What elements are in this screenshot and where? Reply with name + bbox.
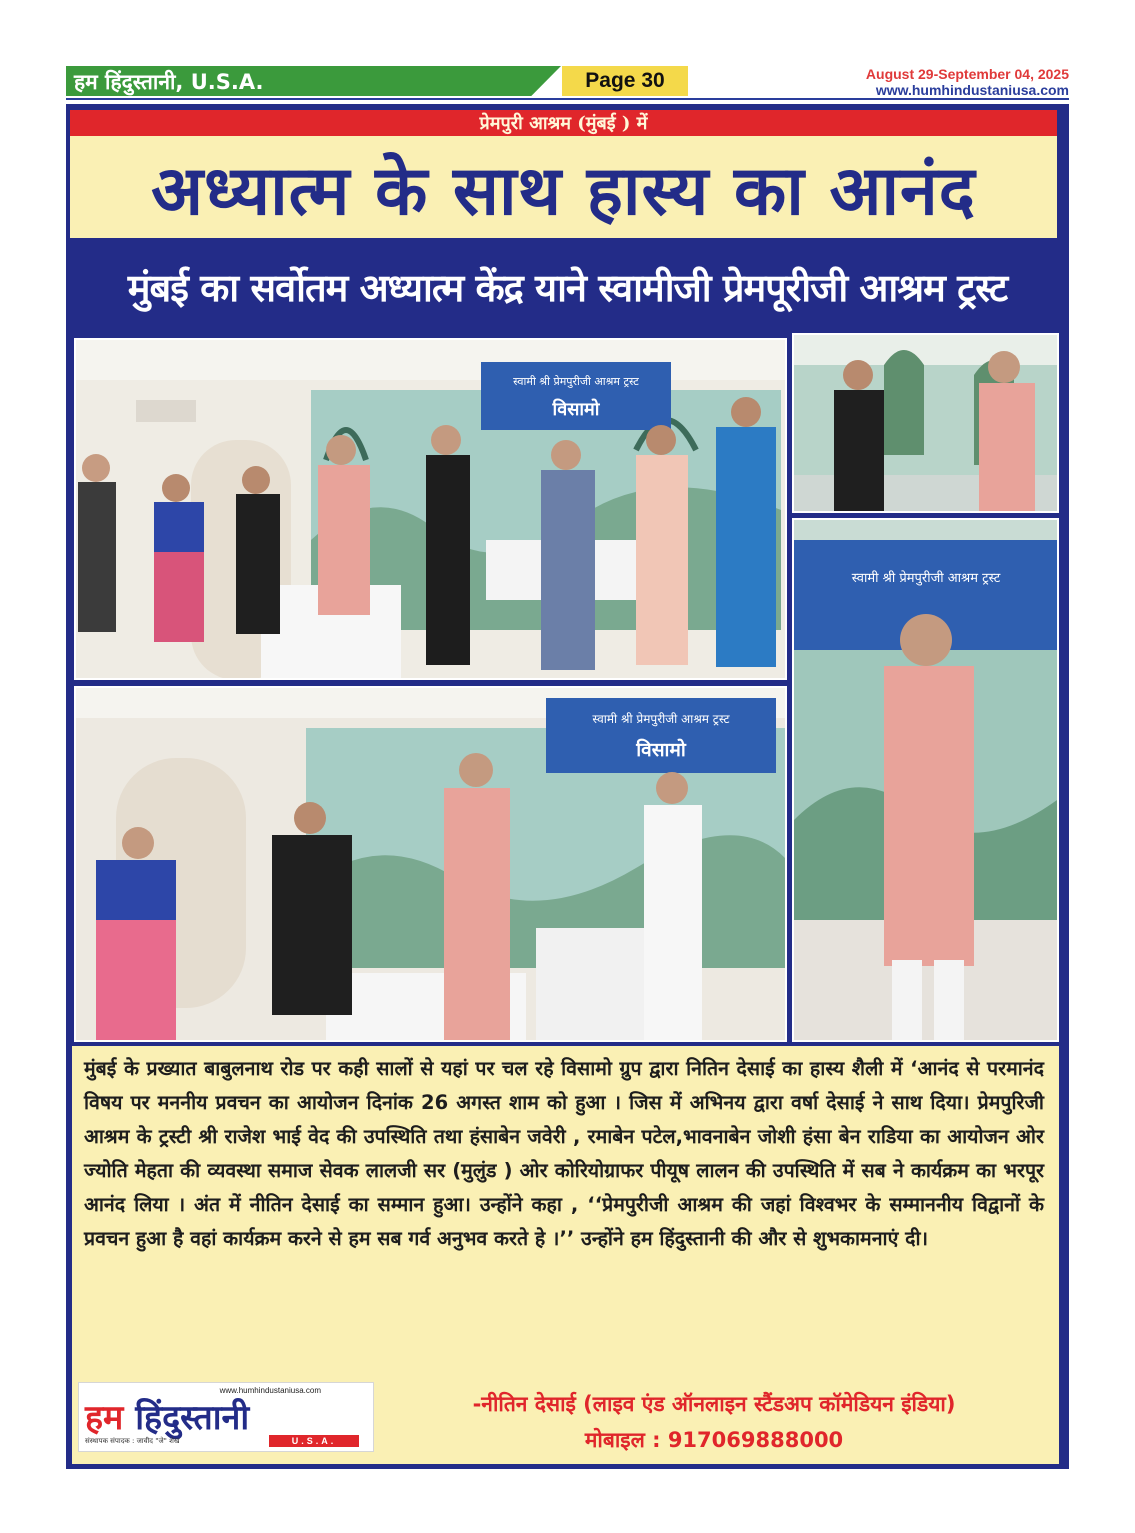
logo-name [85,1393,249,1439]
logo-name-part1: हम [85,1398,124,1438]
website-link[interactable]: www.humhindustaniusa.com [875,82,1069,98]
contact-mobile: मोबाइल : 917069888000 [584,1428,844,1452]
logo-editor: संस्थापक संपादक : जावीद "जे" शेख [85,1437,180,1445]
page-number: Page 30 [562,66,688,96]
photo-group-stage [74,338,787,680]
article-headline: अध्यात्म के साथ हास्य का आनंद [151,151,976,231]
banner-line-1-c: स्वामी श्री प्रेमपुरीजी आश्रम ट्रस्ट [592,712,730,726]
photo-speaker-top-right [792,333,1059,513]
issue-info [866,66,1069,98]
logo-usa: U.S.A. [269,1435,359,1447]
banner-line-1-b: स्वामी श्री प्रेमपुरीजी आश्रम ट्रस्ट [851,571,1001,586]
article-body: मुंबई के प्रख्यात बाबुलनाथ रोड पर कही सालों से यहां पर चल रहे विसामो ग्रुप द्वारा नितिन देसाई का हास्य शैली में ‘आनंद से परमानंद विषय पर मननीय प्रवचन का आयोजन दिनांक 26 अगस्त शाम को हुआ । जिस में अभिनय द्वारा वर्षा देसाई ने साथ दिया। प्रेमपुरिजी आश्रम के ट्रस्टी श्री राजेश भाई वेद की उपस्थिति तथा हंसाबेन जवेरी , रमाबेन पटेल,भावनाबेन जोशी हंसा बेन राडिया का आयोजन ओर ज्योति मेहता की व्यवस्था समाज सेवक लालजी सर (मुलुंड ) ओर कोरियोग्राफर पीयूष लालन की उपस्थिति में सब ने कार्यक्रम का भरपूर आनंद लिया । अंत में नीतिन देसाई का सम्मान हुआ। उन्होंने कहा , ‘‘प्रेमपुरीजी आश्रम की जहां विश्वभर के सम्माननीय विद्वानों के प्रवचन हुआ है वहां कार्यक्रम करने से हम सब गर्व अनुभव करते हे ।’’ उन्होंने हम हिंदुस्तानी की और से शुभकामनाएं दी। [84,1057,1044,1250]
issue-date: August 29-September 04, 2025 [865,66,1069,82]
banner-line-1: स्वामी श्री प्रेमपुरीजी आश्रम ट्रस्ट [513,375,639,388]
article-kicker: प्रेमपुरी आश्रम (मुंबई ) में [70,110,1057,136]
header-divider [66,98,1069,100]
banner-line-2: विसामो [552,399,600,420]
publication-logo [78,1382,374,1452]
photo-group-bottom [74,686,787,1042]
masthead-brand: हम हिंदुस्तानी, U.S.A. [74,70,264,94]
logo-name-part2: हिंदुस्तानी [135,1398,250,1438]
article-credit: -नीतिन देसाई (लाइव एंड ऑनलाइन स्टैंडअप कॉमेडियन इंडिया) [472,1392,956,1416]
photo-speaker-mic [792,518,1059,1042]
logo-url: www.humhindustaniusa.com [219,1386,321,1395]
article-subheadline: मुंबई का सर्वोतम अध्यात्म केंद्र याने स्वामीजी प्रेमपूरीजी आश्रम ट्रस्ट [127,266,1008,310]
banner-line-2-c: विसामो [636,739,686,761]
headline-panel [70,136,1057,238]
